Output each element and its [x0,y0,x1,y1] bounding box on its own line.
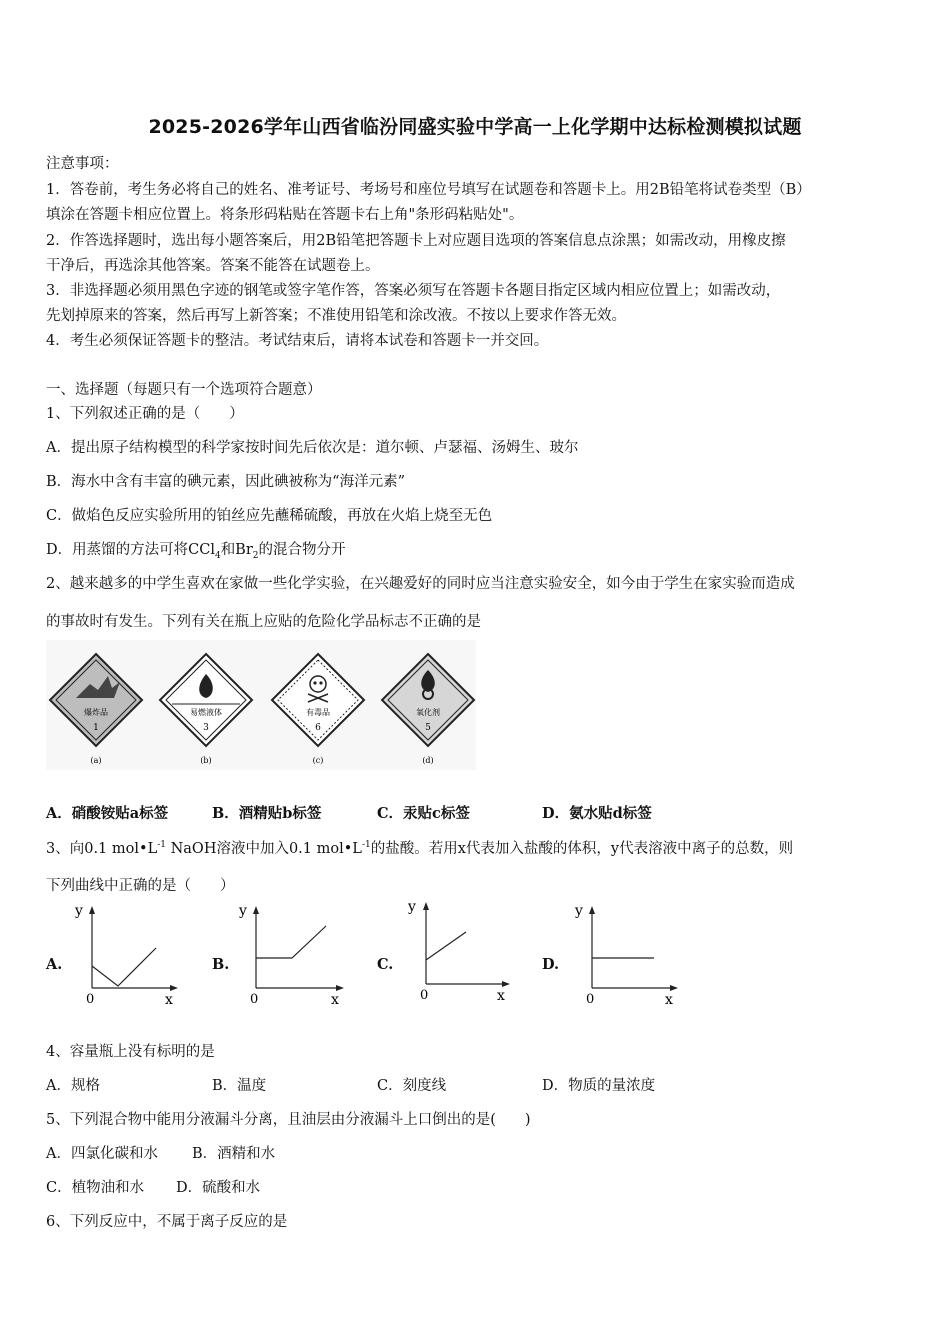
q1-d-sub-1: 4 [214,550,221,561]
q1-d-text-3: 的混合物分开 [258,542,346,558]
q3-graph-c-x: x [497,988,505,1004]
page-title: 2025-2026学年山西省临汾同盛实验中学高一上化学期中达标检测模拟试题 [148,116,802,138]
q3-graph-c-label: C. [377,956,394,973]
q2-stem-2: 的事故时有发生。下列有关在瓶上应贴的危险化学品标志不正确的是 [46,614,481,630]
q4-option-d: D．物质的量浓度 [542,1078,656,1094]
q1-option-a: A．提出原子结构模型的科学家按时间先后依次是：道尔顿、卢瑟福、汤姆生、玻尔 [46,440,579,456]
q1-option-c: C．做焰色反应实验所用的铂丝应先蘸稀硫酸，再放在火焰上烧至无色 [46,508,493,524]
q2-option-b: B．酒精贴b标签 [212,805,322,822]
notice-line-2: 填涂在答题卡相应位置上。将条形码粘贴在答题卡右上角"条形码粘贴处"。 [46,207,524,223]
sign-a-caption: (a) [90,756,102,765]
q3-sup-2: -1 [361,840,371,851]
q4-option-b: B．温度 [212,1078,267,1094]
q4-stem: 4、容量瓶上没有标明的是 [46,1044,215,1060]
q1-stem: 1、下列叙述正确的是（ ） [46,406,244,422]
sign-b-num: 3 [203,723,209,733]
notice-line-7: 4．考生必须保证答题卡的整洁。考试结束后，请将本试卷和答题卡一并交回。 [46,333,549,349]
q1-option-b: B．海水中含有丰富的碘元素，因此碘被称为“海洋元素” [46,474,405,490]
q3-graph-c-origin: 0 [420,988,429,1003]
q3-graph-b [236,900,346,1010]
q6-stem: 6、下列反应中，不属于离子反应的是 [46,1214,288,1230]
notice-line-4: 干净后，再选涂其他答案。答案不能答在试题卷上。 [46,258,380,274]
notice-line-3: 2．作答选择题时，选出每小题答案后，用2B铅笔把答题卡上对应题目选项的答案信息点涂黑；如需改动，用橡皮擦 [46,233,786,249]
hazard-signs-image [46,640,476,770]
q3-graph-c [402,896,512,1006]
q3-graph-b-y: y [239,903,247,919]
q3-sup-1: -1 [157,840,166,851]
notice-line-1: 1．答卷前，考生务必将自己的姓名、准考证号、考场号和座位号填写在试题卷和答题卡上。用2B铅笔将试卷类型（B） [46,182,811,198]
section-heading: 一、选择题（每题只有一个选项符合题意） [46,382,322,398]
q2-option-a: A．硝酸铵贴a标签 [46,805,169,822]
q3-graph-b-label: B. [212,956,230,973]
sign-c-label: 有毒品 [306,708,330,717]
q5-option-b: B．酒精和水 [192,1146,276,1162]
q3-graph-d-x: x [665,992,673,1008]
sign-b-caption: (b) [200,756,212,765]
q3-stem-text-2: NaOH溶液中加入0.1 mol•L [165,841,362,857]
q1-d-text-1: D．用蒸馏的方法可将CCl [46,542,215,558]
q3-graph-c-y: y [408,899,416,915]
q3-graph-a-origin: 0 [86,992,95,1007]
q2-stem-1: 2、越来越多的中学生喜欢在家做一些化学实验，在兴趣爱好的同时应当注意实验安全，如今由于学生在家实验而造成 [46,576,795,592]
q3-graph-d-label: D. [542,956,560,973]
sign-c-num: 6 [315,723,321,733]
q5-option-a: A．四氯化碳和水 [46,1146,158,1162]
q4-option-c: C．刻度线 [377,1078,447,1094]
q3-graph-a-x: x [165,992,173,1008]
notice-line-6: 先划掉原来的答案，然后再写上新答案；不准使用铅笔和涂改液。不按以上要求作答无效。 [46,308,626,324]
sign-a-num: 1 [93,723,99,733]
q3-graph-b-origin: 0 [250,992,259,1007]
q2-option-d: D．氨水贴d标签 [542,805,652,822]
q5-option-c: C．植物油和水 [46,1180,145,1196]
q5-option-d: D．硫酸和水 [176,1180,261,1196]
sign-d-label: 氧化剂 [416,708,440,717]
q3-graph-d-origin: 0 [586,992,595,1007]
q5-stem: 5、下列混合物中能用分液漏斗分离，且油层由分液漏斗上口倒出的是( ) [46,1112,531,1128]
q2-option-c: C．汞贴c标签 [377,805,470,822]
q3-stem-text-3: 的盐酸。若用x代表加入盐酸的体积，y代表溶液中离子的总数，则 [370,841,794,857]
q3-stem-2: 下列曲线中正确的是（ ） [46,878,235,894]
sign-c-caption: (c) [312,756,324,765]
sign-d-caption: (d) [422,756,434,765]
q4-option-a: A．规格 [46,1078,100,1094]
q3-graph-a [70,900,180,1010]
q3-graph-d-y: y [575,903,583,919]
notice-line-5: 3．非选择题必须用黑色字迹的钢笔或签字笔作答，答案必须写在答题卡各题目指定区域内相应位置上；如需改动， [46,283,781,299]
q1-d-text-2: 和Br [220,542,253,558]
q3-graph-c-curve [426,932,466,960]
q3-graph-a-curve [92,948,156,986]
sign-d-num: 5 [425,723,431,733]
notice-heading: 注意事项： [46,156,119,172]
q3-graph-a-y: y [75,903,83,919]
q3-graph-b-x: x [331,992,339,1008]
q3-graph-d [570,900,680,1010]
q3-stem-1 [46,837,793,858]
q3-graph-b-curve [256,926,326,958]
sign-b-label: 易燃液体 [190,708,222,717]
q3-stem-text-1: 3、向0.1 mol•L [46,841,158,857]
q1-option-d [46,538,346,561]
sign-a-label: 爆炸品 [84,708,108,717]
q1-d-sub-2: 2 [252,550,259,561]
q3-graph-a-label: A. [46,956,63,973]
